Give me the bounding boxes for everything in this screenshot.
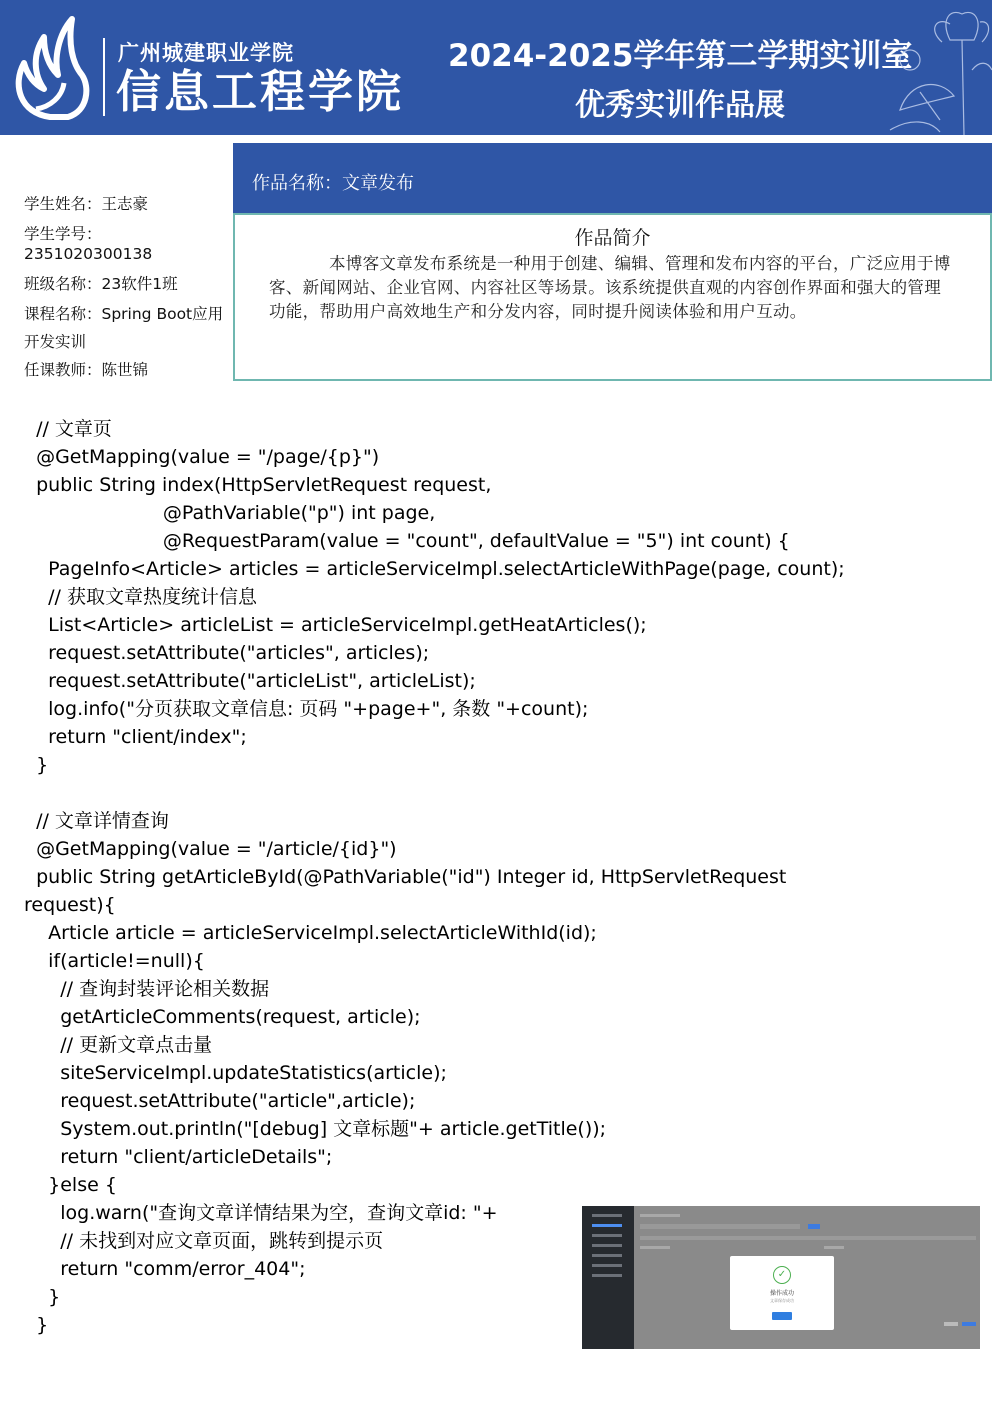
code-line: request.setAttribute("article",article);	[24, 1090, 416, 1112]
code-line: @GetMapping(value = "/page/{p}")	[24, 446, 380, 468]
code-listing	[24, 415, 964, 1339]
code-line: // 文章详情查询	[24, 810, 169, 832]
code-line: // 更新文章点击量	[24, 1034, 213, 1056]
header-divider	[103, 38, 105, 116]
student-name: 学生姓名：王志豪	[24, 195, 149, 213]
code-line: }	[24, 754, 49, 776]
course-name	[24, 300, 229, 356]
college-name: 信息工程学院	[116, 65, 405, 118]
code-line: return "client/articleDetails";	[24, 1146, 333, 1168]
work-name: 作品名称：文章发布	[252, 173, 414, 194]
modal-title: 操作成功	[769, 1290, 794, 1297]
app-screenshot	[582, 1206, 980, 1349]
code-line: }else {	[24, 1174, 117, 1196]
code-line: request){	[24, 894, 116, 916]
code-line: return "client/index";	[24, 726, 247, 748]
code-line: List<Article> articleList = articleServiceImpl.getHeatArticles();	[24, 614, 647, 636]
code-line: Article article = articleServiceImpl.selectArticleWithId(id);	[24, 922, 597, 944]
code-line: getArticleComments(request, article);	[24, 1006, 421, 1028]
code-line: System.out.println("[debug] 文章标题"+ article.getTitle());	[24, 1118, 607, 1140]
exhibit-subtitle: 优秀实训作品展	[575, 88, 785, 123]
code-line: @GetMapping(value = "/article/{id}")	[24, 838, 397, 860]
code-line: log.warn("查询文章详情结果为空，查询文章id: "+	[24, 1202, 498, 1224]
course-name-line1: 课程名称：Spring Boot应用	[24, 305, 224, 323]
code-line: // 文章页	[24, 418, 112, 440]
modal-confirm-button[interactable]	[772, 1312, 792, 1320]
code-line: // 未找到对应文章页面，跳转到提示页	[24, 1230, 384, 1252]
code-line: @RequestParam(value = "count", defaultValue = "5") int count) {	[24, 530, 790, 552]
success-modal	[730, 1256, 834, 1330]
code-line: @PathVariable("p") int page,	[24, 502, 436, 524]
student-info	[24, 194, 229, 390]
code-line	[24, 779, 964, 807]
code-line: // 获取文章热度统计信息	[24, 586, 258, 608]
intro-text: 本博客文章发布系统是一种用于创建、编辑、管理和发布内容的平台，广泛应用于博客、新闻网站、企业官网、内容社区等场景。该系统提供直观的内容创作界面和强大的管理功能，帮助用户高效地生产和分发内容，同时提升阅读体验和用户互动。	[269, 254, 951, 321]
student-id: 学生学号：2351020300138	[24, 225, 153, 263]
code-line: request.setAttribute("articles", articles);	[24, 642, 430, 664]
success-check-icon: ✓	[773, 1266, 791, 1284]
intro-heading: 作品简介	[574, 227, 651, 249]
screenshot-sidebar	[582, 1206, 634, 1349]
college-logo-icon	[10, 15, 92, 120]
lotus-decoration-icon	[880, 0, 992, 135]
intro-box	[233, 213, 992, 381]
teacher-name: 任课教师：陈世锦	[24, 361, 149, 379]
header-banner	[0, 0, 992, 135]
code-line: request.setAttribute("articleList", articleList);	[24, 670, 476, 692]
code-line: return "comm/error_404";	[24, 1258, 306, 1280]
code-line: public String index(HttpServletRequest request,	[24, 474, 492, 496]
code-line: PageInfo<Article> articles = articleServiceImpl.selectArticleWithPage(page, count);	[24, 558, 845, 580]
school-name: 广州城建职业学院	[118, 41, 294, 65]
code-line: siteServiceImpl.updateStatistics(article);	[24, 1062, 447, 1084]
code-line: }	[24, 1314, 49, 1336]
modal-subtitle: 文章保存成功	[770, 1298, 794, 1303]
code-line: // 查询封装评论相关数据	[24, 978, 270, 1000]
course-name-line2: 开发实训	[24, 333, 87, 351]
code-line: public String getArticleById(@PathVariable("id") Integer id, HttpServletRequest	[24, 866, 787, 888]
code-line: if(article!=null){	[24, 950, 205, 972]
code-line: }	[24, 1286, 61, 1308]
exhibit-title: 2024-2025学年第二学期实训室	[448, 38, 913, 74]
class-name: 班级名称：23软件1班	[24, 275, 178, 293]
code-line: log.info("分页获取文章信息: 页码 "+page+", 条数 "+count);	[24, 698, 589, 720]
work-name-bar	[233, 143, 992, 213]
